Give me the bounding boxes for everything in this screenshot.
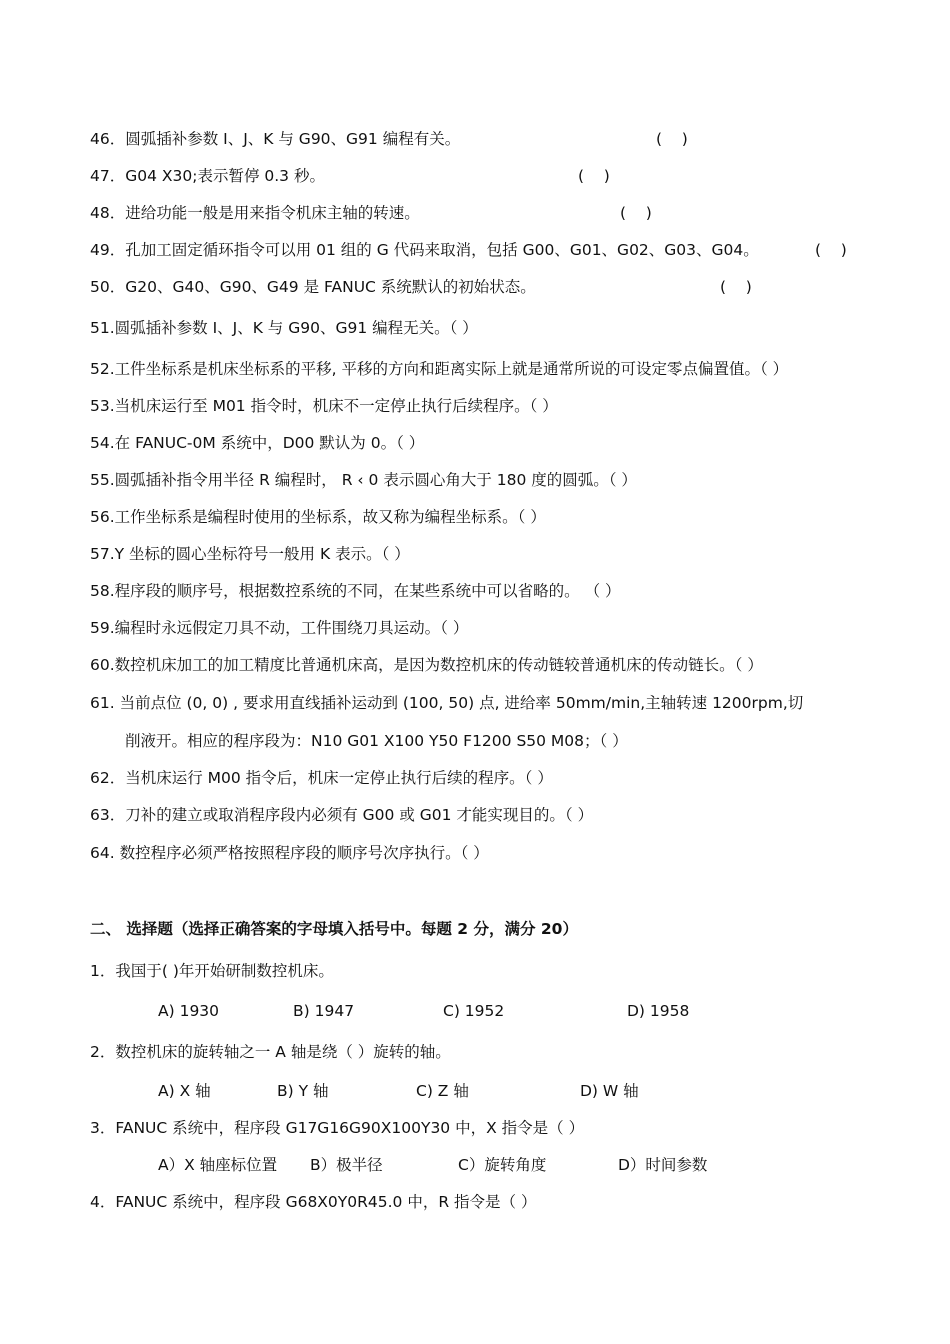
option-1b[interactable]: B) 1947 <box>293 1002 355 1020</box>
option-3b[interactable]: B）极半径 <box>310 1156 383 1174</box>
option-1d[interactable]: D) 1958 <box>627 1002 690 1020</box>
question-60: 60.数控机床加工的加工精度比普通机床高，是因为数控机床的传动链较普通机床的传动链长。（ ） <box>90 656 763 674</box>
answer-blank-47[interactable]: ( ) <box>578 167 610 185</box>
option-2a[interactable]: A) X 轴 <box>158 1082 211 1100</box>
option-3c[interactable]: C）旋转角度 <box>458 1156 547 1174</box>
question-59: 59.编程时永远假定刀具不动，工件围绕刀具运动。（ ） <box>90 619 469 637</box>
choice-question-1: 1．我国于( )年开始研制数控机床。 <box>90 962 334 980</box>
question-53: 53.当机床运行至 M01 指令时，机床不一定停止执行后续程序。（ ） <box>90 397 558 415</box>
question-61-continued: 削液开。相应的程序段为：N10 G01 X100 Y50 F1200 S50 M08；（ ） <box>125 732 628 750</box>
question-64: 64. 数控程序必须严格按照程序段的顺序号次序执行。（ ） <box>90 844 489 862</box>
question-54: 54.在 FANUC-0M 系统中，D00 默认为 0。（ ） <box>90 434 425 452</box>
question-62: 62．当机床运行 M00 指令后，机床一定停止执行后续的程序。（ ） <box>90 769 553 787</box>
question-61: 61. 当前点位 (0, 0) , 要求用直线插补运动到 (100, 50) 点, 进给率 50mm/min,主轴转速 1200rpm,切 <box>90 694 804 712</box>
section-heading: 二、 选择题（选择正确答案的字母填入括号中。每题 2 分，满分 20） <box>90 920 578 938</box>
choice-question-2: 2．数控机床的旋转轴之一 A 轴是绕（ ）旋转的轴。 <box>90 1043 451 1061</box>
question-46: 46．圆弧插补参数 I、J、K 与 G90、G91 编程有关。 <box>90 130 461 148</box>
question-48: 48．进给功能一般是用来指令机床主轴的转速。 <box>90 204 420 222</box>
answer-blank-50[interactable]: ( ) <box>720 278 752 296</box>
answer-blank-48[interactable]: ( ) <box>620 204 652 222</box>
question-52: 52.工件坐标系是机床坐标系的平移, 平移的方向和距离实际上就是通常所说的可设定零点偏置值。（ ） <box>90 360 789 378</box>
option-2b[interactable]: B) Y 轴 <box>277 1082 329 1100</box>
option-2d[interactable]: D) W 轴 <box>580 1082 639 1100</box>
answer-blank-49[interactable]: ( ) <box>815 241 847 259</box>
option-3d[interactable]: D）时间参数 <box>618 1156 708 1174</box>
option-1a[interactable]: A) 1930 <box>158 1002 220 1020</box>
answer-blank-46[interactable]: ( ) <box>656 130 688 148</box>
question-58: 58.程序段的顺序号，根据数控系统的不同，在某些系统中可以省略的。 （ ） <box>90 582 621 600</box>
option-1c[interactable]: C) 1952 <box>443 1002 505 1020</box>
question-55: 55.圆弧插补指令用半径 R 编程时， R ‹ 0 表示圆心角大于 180 度的圆弧。（ ） <box>90 471 637 489</box>
question-50: 50．G20、G40、G90、G49 是 FANUC 系统默认的初始状态。 <box>90 278 536 296</box>
question-49: 49．孔加工固定循环指令可以用 01 组的 G 代码来取消，包括 G00、G01、G02、G03、G04。 <box>90 241 759 259</box>
choice-question-4: 4．FANUC 系统中，程序段 G68X0Y0R45.0 中，R 指令是（ ） <box>90 1193 537 1211</box>
question-51: 51.圆弧插补参数 I、J、K 与 G90、G91 编程无关。（ ） <box>90 319 478 337</box>
question-63: 63．刀补的建立或取消程序段内必须有 G00 或 G01 才能实现目的。（ ） <box>90 806 594 824</box>
option-2c[interactable]: C) Z 轴 <box>416 1082 469 1100</box>
choice-question-3: 3．FANUC 系统中，程序段 G17G16G90X100Y30 中，X 指令是（ ） <box>90 1119 585 1137</box>
question-57: 57.Y 坐标的圆心坐标符号一般用 K 表示。（ ） <box>90 545 410 563</box>
question-47: 47．G04 X30;表示暂停 0.3 秒。 <box>90 167 325 185</box>
question-56: 56.工作坐标系是编程时使用的坐标系，故又称为编程坐标系。（ ） <box>90 508 546 526</box>
option-3a[interactable]: A）X 轴座标位置 <box>158 1156 278 1174</box>
